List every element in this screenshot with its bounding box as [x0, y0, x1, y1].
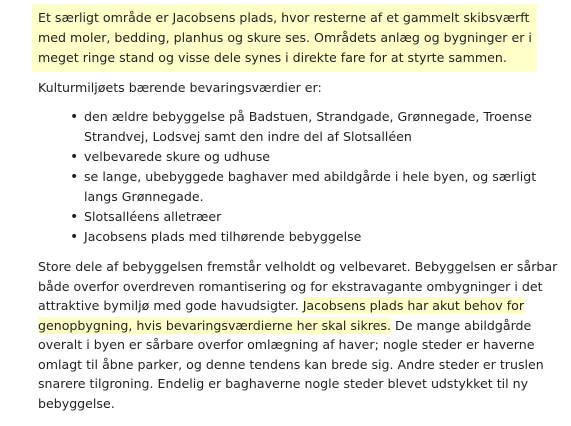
- closing-text-start: Store dele af bebyggelsen fremstår velholdt og velbevaret. Bebyggelsen er sårbar både overfor overdreven romantisering og for ekstravagante ombygninger i det attraktive bymiljø med gode havudsigter.: [38, 259, 558, 313]
- list-item: • se lange, ubebyggede baghaver med abildgårde i hele byen, og særligt langs Grønnegade.: [58, 167, 538, 207]
- intro-line: Et særligt område er Jacobsens plads, hvor resterne af et gammelt skibsværft: [38, 10, 530, 25]
- closing-paragraph: [38, 257, 558, 413]
- intro-line: med moler, bedding, planhus og skure ses. Områdets anlæg og bygninger er i: [38, 30, 532, 45]
- list-item: • velbevarede skure og udhuse: [58, 147, 538, 167]
- intro-highlighted-paragraph: [32, 4, 537, 72]
- closing-text-end: De mange abildgårde overalt i byen er sårbare overfor omlægning af haver; nogle steder er haverne omlagt til åbne parker, og denne tendens kan brede sig. Andre steder er truslen snarere tilgroning. Endelig er baghaverne nogle steder blevet udstykket til ny bebyggelse.: [38, 317, 544, 411]
- closing-highlighted-sentence: Jacobsens plads har akut behov for genopbygning, hvis bevaringsværdierne her skal sikres.: [38, 298, 525, 333]
- list-item: • Slotsalléens alletræer: [58, 207, 538, 227]
- intro-line: meget ringe stand og visse dele synes i direkte fare for at styrte sammen.: [38, 50, 507, 65]
- list-item: • Jacobsens plads med tilhørende bebyggelse: [58, 227, 538, 247]
- list-item: • den ældre bebyggelse på Badstuen, Strandgade, Grønnegade, Troense Strandvej, Lodsvej samt den indre del af Slotsalléen: [58, 107, 538, 147]
- values-heading: Kulturmiljøets bærende bevaringsværdier er:: [38, 80, 322, 95]
- values-list: [58, 107, 538, 247]
